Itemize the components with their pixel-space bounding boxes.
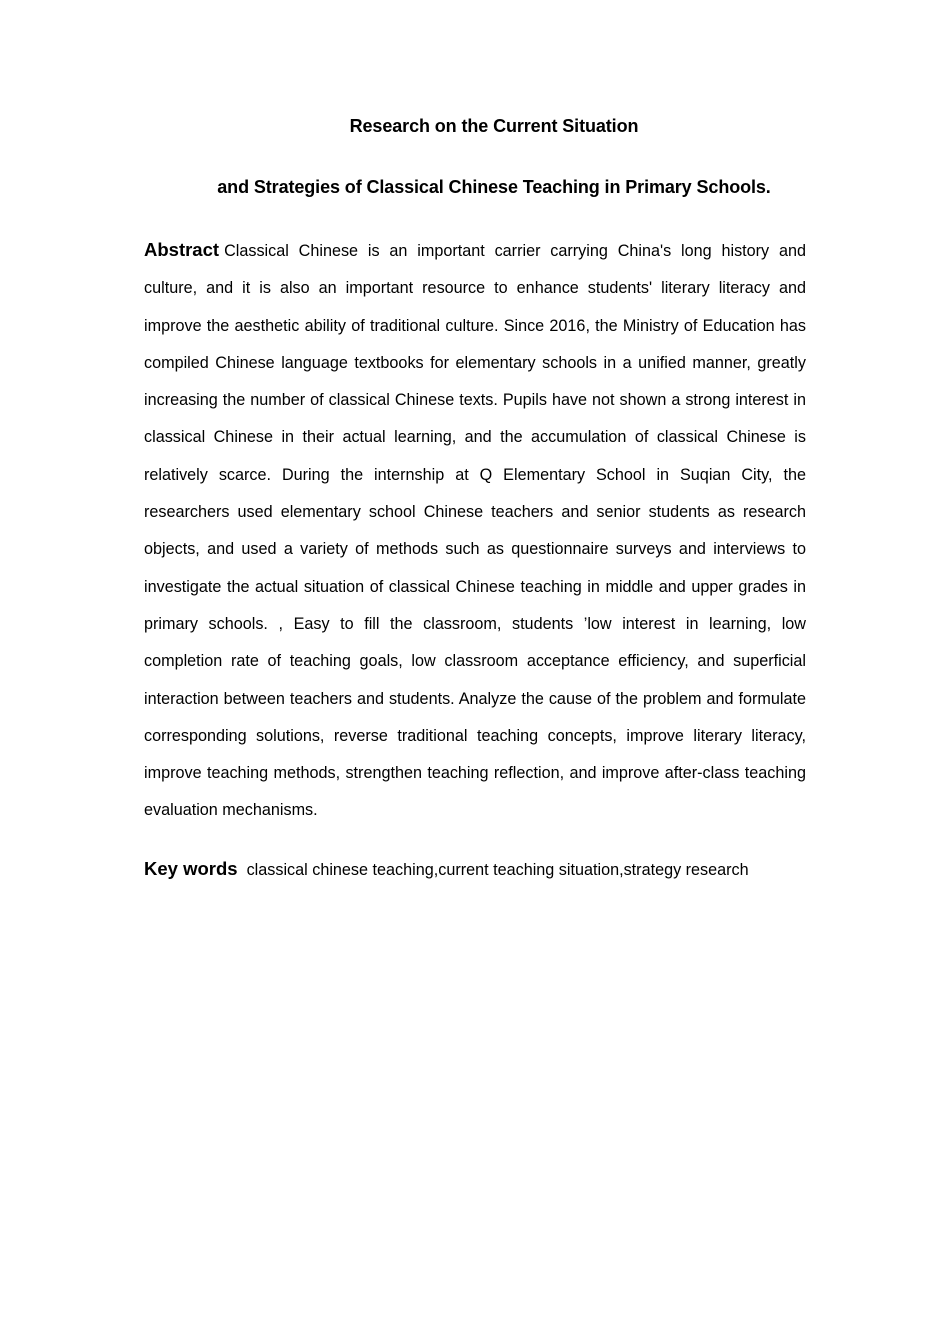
keywords-heading: Key words <box>144 858 238 879</box>
abstract-section <box>144 231 806 830</box>
abstract-body: Classical Chinese is an important carrier carrying China's long history and culture, and it is also an important resource to enhance students' literary literacy and improve the aesthetic ability of traditional culture. Since 2016, the Ministry of Education has compiled Chinese language textbooks for elementary schools in a unified manner, greatly increasing the number of classical Chinese texts. Pupils have not shown a strong interest in classical Chinese in their actual learning, and the accumulation of classical Chinese is relatively scarce. During the internship at Q Elementary School in Suqian City, the researchers used elementary school Chinese teachers and senior students as research objects, and used a variety of methods such as questionnaire surveys and interviews to investigate the actual situation of classical Chinese teaching in middle and upper grades in primary schools. , Easy to fill the classroom, students ’low interest in learning, low completion rate of teaching goals, low classroom acceptance efficiency, and superficial interaction between teachers and students. Analyze the cause of the problem and formulate corresponding solutions, reverse traditional teaching concepts, improve literary literacy, improve teaching methods, strengthen teaching reflection, and improve after-class teaching evaluation mechanisms. <box>144 242 806 820</box>
abstract-heading: Abstract <box>144 239 220 260</box>
keywords-section <box>144 855 844 884</box>
paper-title-line-2: and Strategies of Classical Chinese Teaching in Primary Schools. <box>217 177 771 197</box>
paper-title-line-1: Research on the Current Situation <box>349 116 639 136</box>
keywords-body: classical chinese teaching,current teaching situation,strategy research <box>246 861 749 879</box>
